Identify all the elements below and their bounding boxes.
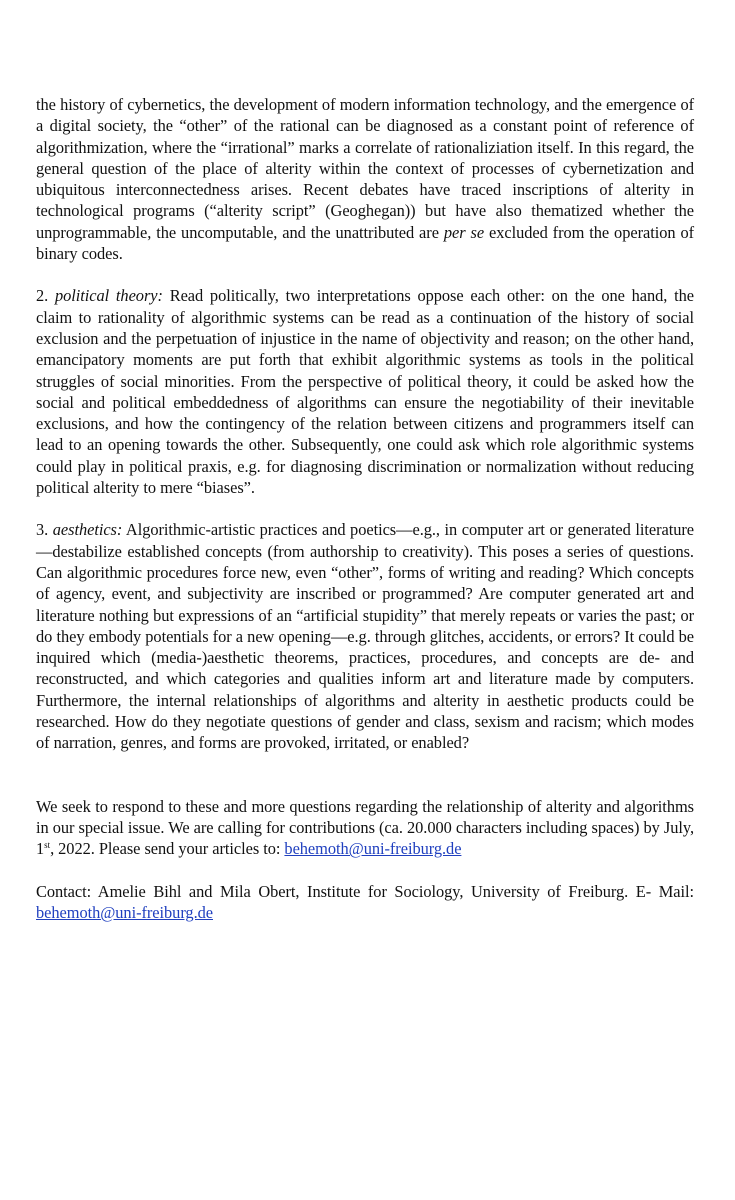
paragraph-text: We seek to respond to these and more questions regarding the relationship of alterity and algorithms in our special issue. We are calling for contributions (ca. 20.000 characters including spaces) by July, 1 — [36, 796, 694, 859]
item-label: political theory: — [54, 286, 163, 306]
paragraph-text: excluded from the operation of binary codes. — [36, 222, 694, 264]
italic-phrase: per se — [443, 222, 485, 242]
paragraph-cybernetics — [36, 94, 694, 264]
item-label: aesthetics: — [52, 520, 123, 540]
item-number: 3. — [36, 520, 49, 540]
paragraph-political-theory — [36, 285, 694, 498]
spacer — [36, 264, 694, 285]
paragraph-text: Read politically, two interpretations oppose each other: on the one hand, the claim to rationality of algorithmic systems can be read as a continuation of the history of social exclusion and the perpetuation of injustice in the name of objectivity and reason; on the other hand, emancipatory moments are put forth that exhibit algorithmic systems as tools in the political struggles of social minorities. From the perspective of political theory, it could be asked how the social and political embeddedness of algorithms can ensure the negotiability of their inevitable exclusions, and how the contingency of the relation between citizens and programmers itself can lead to an opening towards the other. Subsequently, one could ask which role algorithmic systems could play in political praxis, e.g. for diagnosing discrimination or normalization without reducing political alterity to mere “biases”. — [36, 286, 694, 498]
paragraph-text: Contact: Amelie Bihl and Mila Obert, Institute for Sociology, University of Freiburg. E- Mail: — [36, 881, 694, 901]
document-body — [36, 94, 694, 923]
paragraph-call-for-contributions — [36, 796, 694, 860]
spacer — [36, 498, 694, 519]
ordinal-suffix: st — [44, 840, 51, 851]
paragraph-aesthetics — [36, 519, 694, 753]
paragraph-text: the history of cybernetics, the development of modern information technology, and the emergence of a digital society, the “other” of the rational can be diagnosed as a constant point of reference of algorithmization, where the “irrational” marks a correlate of rationaliziation itself. In this regard, the general question of the place of alterity within the context of processes of cybernetization and ubiquitous interconnectedness arises. Recent debates have traced inscriptions of alterity in technological programs (“alterity script” (Geoghegan)) but have also thematized whether the unprogrammable, the uncomputable, and the unattributed are — [36, 95, 694, 242]
item-number: 2. — [36, 286, 49, 306]
paragraph-text: , 2022. Please send your articles to: — [50, 839, 285, 859]
email-link[interactable]: behemoth@uni-freiburg.de — [284, 839, 462, 859]
paragraph-contact — [36, 881, 694, 924]
contact-email-link[interactable]: behemoth@uni-freiburg.de — [36, 902, 213, 922]
paragraph-text: Algorithmic-artistic practices and poetics—e.g., in computer art or generated literature—destabilize established concepts (from authorship to creativity). This poses a series of questions. Can algorithmic procedures force new, even “other”, forms of writing and reading? Which concepts of agency, event, and subjectivity are inscribed or programmed? Are computer generated art and literature nothing but expressions of an “artificial stupidity” that merely repeats or varies the past; or do they embody potentials for a new opening—e.g. through glitches, accidents, or errors? It could be inquired which (media-)aesthetic theorems, practices, procedures, and concepts are de- and reconstructed, and which categories and qualities inform art and literature made by computers. Furthermore, the internal relationships of algorithms and alterity in aesthetic products could be researched. How do they negotiate questions of gender and class, sexism and racism; which modes of narration, genres, and forms are provoked, irritated, or enabled? — [36, 520, 694, 753]
spacer — [36, 860, 694, 881]
spacer — [36, 754, 694, 796]
